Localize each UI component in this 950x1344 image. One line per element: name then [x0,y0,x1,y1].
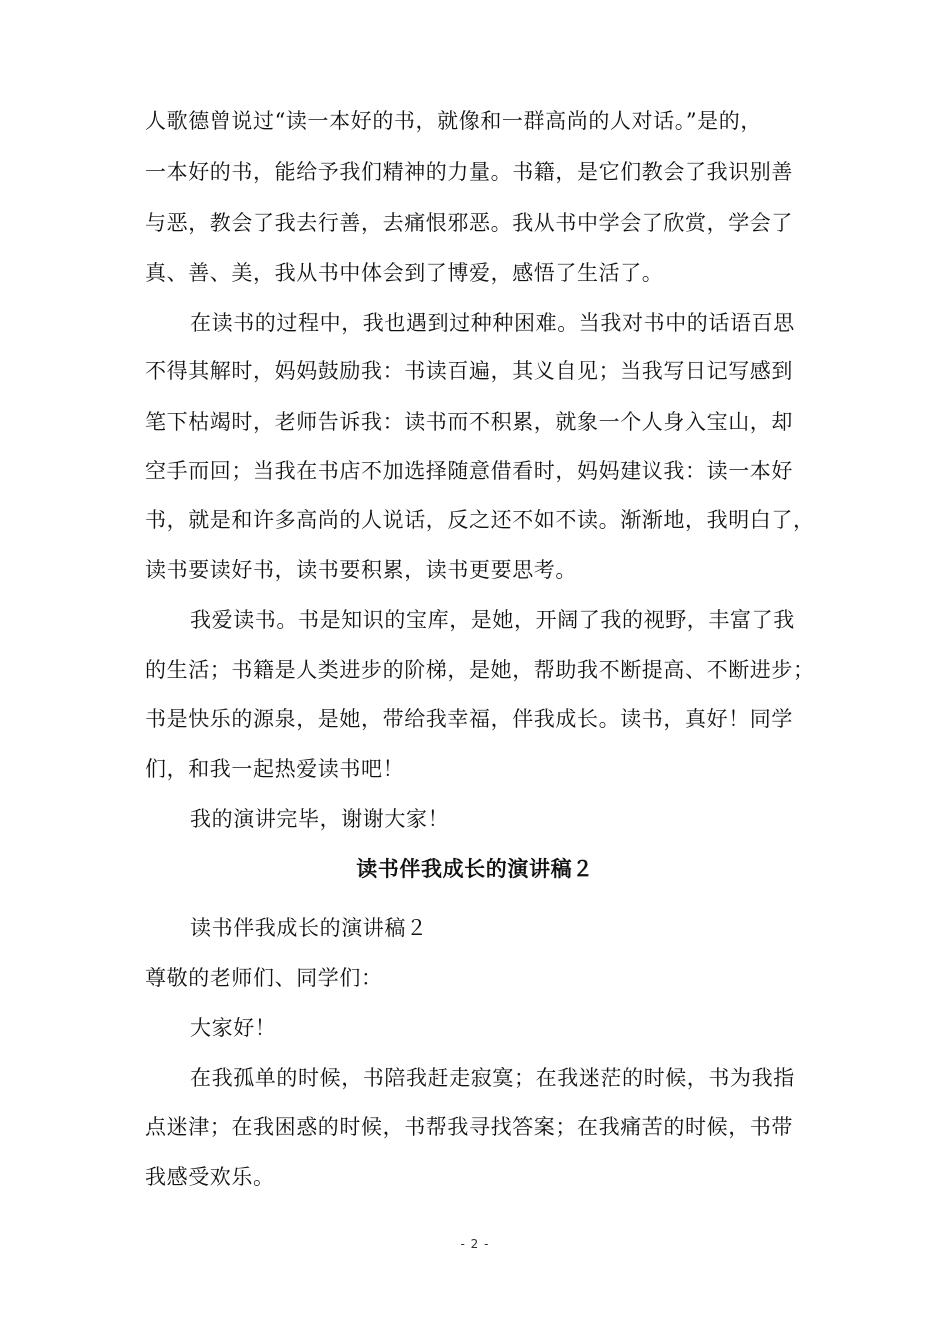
body-text-line: 不得其解时，妈妈鼓励我：书读百遍，其义自见；当我写日记写感到 [145,359,793,383]
body-text-line: 真、善、美，我从书中体会到了博爱，感悟了生活了。 [145,261,664,285]
body-text-line: 笔下枯竭时，老师告诉我：读书而不积累，就象一个人身入宝山，却 [145,410,793,434]
body-text-line: 读书要读好书，读书要积累，读书更要思考。 [145,558,577,582]
salutation-line: 尊敬的老师们、同学们： [145,966,383,990]
body-text-line: 我感受欢乐。 [145,1165,275,1189]
body-text-line: 书是快乐的源泉，是她，带给我幸福，伴我成长。读书，真好！同学 [145,707,793,731]
body-text-line: 人歌德曾说过“读一本好的书，就像和一群高尚的人对话。”是的， [145,109,762,133]
body-text-line: 与恶，教会了我去行善，去痛恨邪恶。我从书中学会了欣赏，学会了 [145,211,793,235]
body-text-line: 的生活；书籍是人类进步的阶梯，是她，帮助我不断提高、不断进步； [145,658,815,682]
body-text-line: 我爱读书。书是知识的宝库，是她，开阔了我的视野，丰富了我 [190,608,795,632]
body-text-line: 们，和我一起热爱读书吧！ [145,757,405,781]
body-text-line: 点迷津；在我困惑的时候，书帮我寻找答案；在我痛苦的时候，书带 [145,1115,793,1139]
body-text-line: 在读书的过程中，我也遇到过种种困难。当我对书中的话语百思 [190,311,795,335]
page-number: - 2 - [460,1237,490,1251]
closing-line: 我的演讲完毕，谢谢大家！ [190,807,450,831]
body-text-line: 一本好的书，能给予我们精神的力量。书籍，是它们教会了我识别善 [145,160,793,184]
body-text-line: 空手而回；当我在书店不加选择随意借看时，妈妈建议我：读一本好 [145,459,793,483]
body-text-line: 在我孤单的时候，书陪我赶走寂寞；在我迷茫的时候，书为我指 [190,1066,795,1090]
subtitle-line: 读书伴我成长的演讲稿２ [190,916,428,940]
body-text-line: 书，就是和许多高尚的人说话，反之还不如不读。渐渐地，我明白了， [145,508,815,532]
section-title: 读书伴我成长的演讲稿２ [356,856,594,881]
greeting-line: 大家好！ [190,1016,277,1040]
